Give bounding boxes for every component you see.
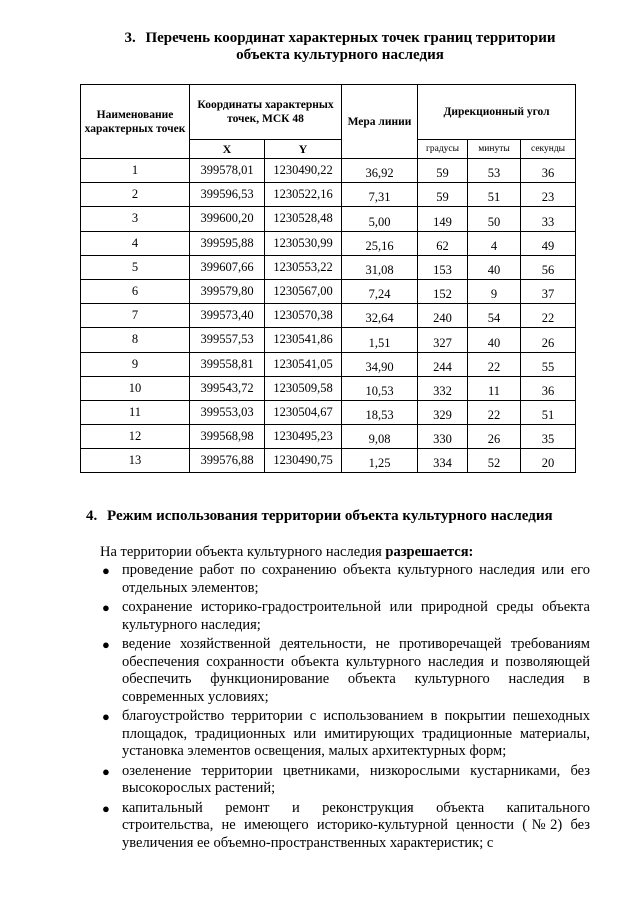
cell-degrees: 240 [418, 304, 468, 328]
cell-degrees: 330 [418, 425, 468, 449]
coordinates-table [80, 84, 576, 473]
list-item-text: капитальный ремонт и реконструкция объекта капитального строительства, не имеющего историко-культурной ценности (№2) без увеличения ее объемно-пространственных характеристик; с [122, 799, 590, 851]
list-item-text: благоустройство территории с использованием в покрытии пешеходных площадок, традиционных или имитирующих традиционные материалы, установка элементов освещения, малых архитектурных форм; [122, 708, 590, 759]
cell-degrees: 59 [418, 159, 468, 183]
cell-length: 34,90 [342, 352, 418, 376]
list-item-text: ведение хозяйственной деятельности, не противоречащей требованиям обеспечения сохранности объекта культурного наследия и позволяющей обеспечить функционирование объекта культурного наследия в современных условиях; [122, 636, 590, 705]
cell-length: 31,08 [342, 255, 418, 279]
table-row [81, 207, 576, 231]
cell-seconds: 36 [521, 376, 576, 400]
cell-minutes: 22 [468, 400, 521, 424]
cell-minutes: 11 [468, 376, 521, 400]
permitted-activities-list [100, 562, 590, 854]
bullet-icon: ● [102, 637, 110, 652]
cell-seconds: 51 [521, 400, 576, 424]
cell-x: 399600,20 [190, 207, 265, 231]
cell-length: 36,92 [342, 159, 418, 183]
table-row [81, 255, 576, 279]
cell-seconds: 20 [521, 449, 576, 473]
coordinates-table-body [81, 159, 576, 473]
cell-length: 1,51 [342, 328, 418, 352]
table-row [81, 425, 576, 449]
cell-minutes: 40 [468, 255, 521, 279]
table-row [81, 159, 576, 183]
table-row [81, 400, 576, 424]
cell-minutes: 50 [468, 207, 521, 231]
table-row [81, 376, 576, 400]
cell-length: 18,53 [342, 400, 418, 424]
cell-minutes: 26 [468, 425, 521, 449]
cell-seconds: 22 [521, 304, 576, 328]
cell-minutes: 54 [468, 304, 521, 328]
table-row [81, 328, 576, 352]
table-row [81, 304, 576, 328]
cell-minutes: 9 [468, 279, 521, 303]
cell-point: 1 [81, 159, 190, 183]
section-4-title [86, 508, 606, 525]
table-row [81, 449, 576, 473]
section-3-title-line1 [80, 30, 600, 47]
cell-y: 1230553,22 [265, 255, 342, 279]
cell-x: 399568,98 [190, 425, 265, 449]
header-coords: Координаты характерных точек, МСК 48 [190, 85, 342, 140]
cell-x: 399596,53 [190, 183, 265, 207]
cell-x: 399543,72 [190, 376, 265, 400]
header-minutes: минуты [468, 140, 521, 159]
cell-seconds: 55 [521, 352, 576, 376]
cell-x: 399579,80 [190, 279, 265, 303]
header-x: X [190, 140, 265, 159]
cell-y: 1230530,99 [265, 231, 342, 255]
list-item-text: озеленение территории цветниками, низкорослыми кустарниками, без высокорослых растений; [122, 762, 590, 796]
bullet-icon: ● [102, 800, 110, 816]
cell-minutes: 40 [468, 328, 521, 352]
bullet-icon: ● [102, 709, 110, 724]
section-3-number: 3. [124, 30, 136, 46]
header-seconds: секунды [521, 140, 576, 159]
cell-seconds: 56 [521, 255, 576, 279]
cell-y: 1230495,23 [265, 425, 342, 449]
intro-bold-text: разрешается: [385, 544, 474, 560]
cell-degrees: 327 [418, 328, 468, 352]
cell-length: 10,53 [342, 376, 418, 400]
list-item [100, 708, 590, 761]
cell-y: 1230490,75 [265, 449, 342, 473]
cell-degrees: 244 [418, 352, 468, 376]
cell-length: 1,25 [342, 449, 418, 473]
list-item [100, 763, 590, 798]
header-y: Y [265, 140, 342, 159]
cell-seconds: 49 [521, 231, 576, 255]
cell-seconds: 37 [521, 279, 576, 303]
cell-x: 399553,03 [190, 400, 265, 424]
section-4-intro [100, 543, 590, 561]
cell-degrees: 153 [418, 255, 468, 279]
cell-x: 399595,88 [190, 231, 265, 255]
cell-minutes: 4 [468, 231, 521, 255]
cell-length: 25,16 [342, 231, 418, 255]
cell-degrees: 334 [418, 449, 468, 473]
cell-y: 1230509,58 [265, 376, 342, 400]
list-item-text: проведение работ по сохранению объекта культурного наследия или его отдельных элементов; [122, 562, 590, 596]
cell-point: 10 [81, 376, 190, 400]
header-direction: Дирекционный угол [418, 85, 576, 140]
cell-point: 6 [81, 279, 190, 303]
intro-text: На территории объекта культурного наследия [100, 544, 382, 560]
bullet-icon: ● [102, 563, 110, 578]
cell-y: 1230567,00 [265, 279, 342, 303]
cell-x: 399558,81 [190, 352, 265, 376]
cell-seconds: 35 [521, 425, 576, 449]
table-row [81, 183, 576, 207]
header-point-name: Наименование характерных точек [81, 85, 190, 159]
cell-y: 1230541,05 [265, 352, 342, 376]
cell-length: 9,08 [342, 425, 418, 449]
table-row [81, 231, 576, 255]
cell-degrees: 149 [418, 207, 468, 231]
cell-length: 7,31 [342, 183, 418, 207]
cell-y: 1230522,16 [265, 183, 342, 207]
cell-degrees: 62 [418, 231, 468, 255]
list-item-text: сохранение историко-градостроительной или природной среды объекта культурного наследия; [122, 599, 590, 633]
cell-seconds: 26 [521, 328, 576, 352]
cell-minutes: 52 [468, 449, 521, 473]
cell-point: 8 [81, 328, 190, 352]
bullet-icon: ● [102, 600, 110, 615]
table-row [81, 279, 576, 303]
section-3-title-text1: Перечень координат характерных точек границ территории [145, 30, 556, 46]
cell-point: 4 [81, 231, 190, 255]
cell-point: 12 [81, 425, 190, 449]
cell-x: 399573,40 [190, 304, 265, 328]
cell-degrees: 59 [418, 183, 468, 207]
cell-seconds: 23 [521, 183, 576, 207]
cell-point: 13 [81, 449, 190, 473]
cell-length: 5,00 [342, 207, 418, 231]
cell-point: 2 [81, 183, 190, 207]
cell-degrees: 329 [418, 400, 468, 424]
cell-length: 32,64 [342, 304, 418, 328]
cell-y: 1230570,38 [265, 304, 342, 328]
bullet-icon: ● [102, 763, 110, 779]
cell-y: 1230490,22 [265, 159, 342, 183]
cell-x: 399578,01 [190, 159, 265, 183]
cell-seconds: 33 [521, 207, 576, 231]
cell-degrees: 332 [418, 376, 468, 400]
list-item [100, 636, 590, 706]
cell-minutes: 51 [468, 183, 521, 207]
cell-y: 1230541,86 [265, 328, 342, 352]
cell-length: 7,24 [342, 279, 418, 303]
cell-point: 5 [81, 255, 190, 279]
section-3-title-line2: объекта культурного наследия [236, 47, 444, 63]
list-item [100, 800, 590, 853]
cell-point: 3 [81, 207, 190, 231]
section-3-title [80, 30, 600, 64]
cell-point: 9 [81, 352, 190, 376]
cell-point: 11 [81, 400, 190, 424]
section-4-number: 4. [86, 508, 98, 524]
cell-minutes: 53 [468, 159, 521, 183]
cell-minutes: 22 [468, 352, 521, 376]
cell-seconds: 36 [521, 159, 576, 183]
table-row [81, 352, 576, 376]
cell-point: 7 [81, 304, 190, 328]
list-item [100, 599, 590, 634]
cell-y: 1230528,48 [265, 207, 342, 231]
cell-x: 399607,66 [190, 255, 265, 279]
cell-degrees: 152 [418, 279, 468, 303]
header-degrees: градусы [418, 140, 468, 159]
header-length: Мера линии [342, 85, 418, 159]
cell-y: 1230504,67 [265, 400, 342, 424]
section-4-title-text: Режим использования территории объекта культурного наследия [107, 508, 553, 524]
list-item [100, 562, 590, 597]
cell-x: 399576,88 [190, 449, 265, 473]
cell-x: 399557,53 [190, 328, 265, 352]
